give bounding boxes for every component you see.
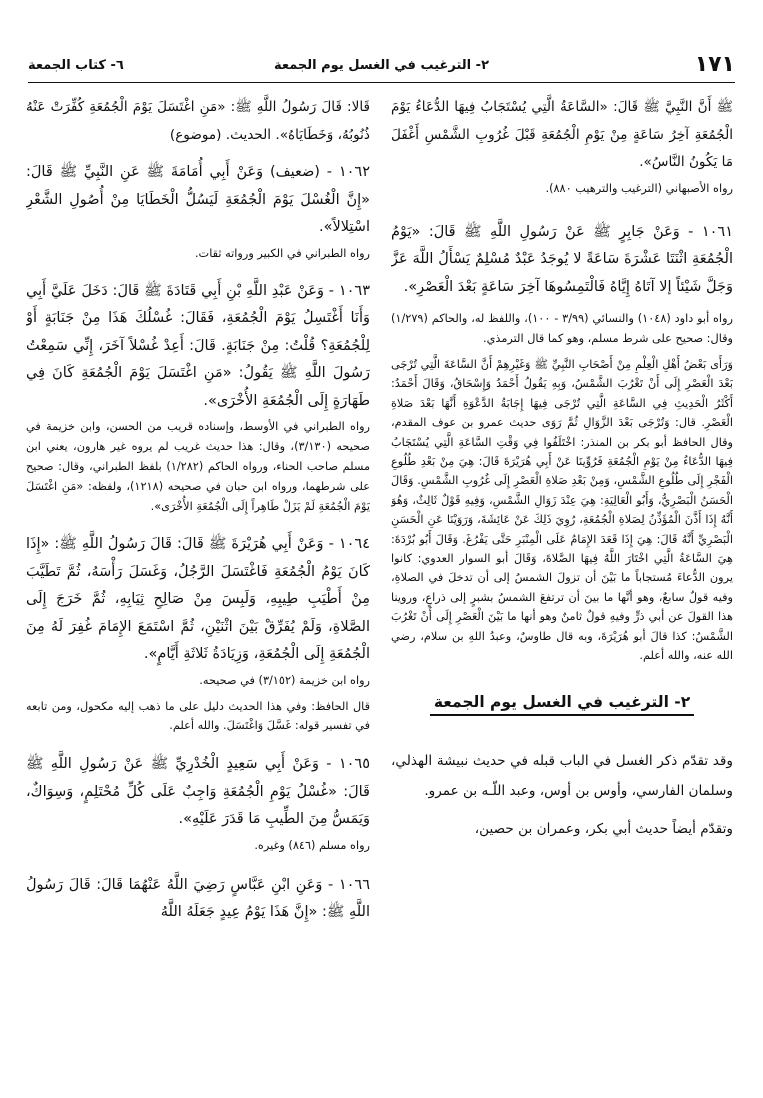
page-number: ١٧١ [694,52,735,77]
hadith-1063-source: رواه الطبراني في الأوسط، وإسناده قريب من الحسن، وابن خزيمة في صحيحه (٣/١٣٠)، وقال: هذا حديث غريب لم يروه غير هارون، يعني ابن مسلم صاحب الحناء، ورواه الحاكم (١/٢٨٢) بلفظ الطبراني، وقال: صحيح على شرطهما، ورواه ابن حبان في صحيحه (١٢١٨)، ولفظه: «مَنِ اغْتَسَلَ يَوْمَ الْجُمُعَةِ لَمْ يَزَلْ طَاهِراً إِلَى الْجُمُعَةِ الأُخْرَى». [26,420,370,513]
hadith-1062-source: رواه الطبراني في الكبير ورواته ثقات. [194,246,370,260]
hadith-1061-commentary: وَرَأَى بَعْضُ أَهْلِ الْعِلْمِ مِنْ أَصْحَابِ النَّبِيِّ ﷺ وَغَيْرِهِمْ أَنَّ السَّاعَةَ الَّتِي تُرْجَى بَعْدَ الْعَصْرِ إِلَى أَنْ تَغْرُبَ الشَّمْسُ، وَبِهِ يَقُولُ أَحْمَدُ وَإِسْحَاقُ، وَقَالَ أَحْمَدُ: أَكْثَرُ الْحَدِيثِ فِي السَّاعَةِ الَّتِي تُرْجَى فِيهَا إِجَابَةُ الدَّعْوَةِ أَنَّهَا بَعْدَ صَلاةِ الْعَصْرِ. قال: وَتُرْجَى بَعْدَ الزَّوَالِ ثُمَّ رَوَى حديث عمرو بن عوف المقدم، وقال الحافظ أبو بكر بن المنذر: اخْتَلَفُوا فِي وَقْتِ السَّاعَةِ الَّتِي يُسْتَجَابُ فِيهَا الدُّعَاءُ مِنْ يَوْمِ الْجُمُعَةِ فَرُوِّينَا عَنْ أَبِي هُرَيْرَةَ قَالَ: هِيَ مِنْ بَعْدِ طُلُوعِ الْفَجْرِ إِلَى طُلُوعِ الشَّمْسِ، وَمِنْ بَعْدِ صَلاةِ الْعَصْرِ إِلَى غُرُوبِ الشَّمْسِ. وَقَالَ الْحَسَنُ الْبَصْرِيُّ، وَأَبُو الْعَالِيَةِ: هِيَ عِنْدَ زَوَالِ الشَّمْسِ، وَفِيهِ قَوْلٌ ثَالِثٌ، وَهُوَ أَنَّهُ إِذَا أَذَّنَ الْمُؤَذِّنُ لِصَلاةِ الْجُمُعَةِ، رُوِيَ ذَلِكَ عَنْ عَائِشَةَ، وَرَوَيْنَا عَنِ الْحَسَنِ الْبَصْرِيِّ أَنَّهُ قَالَ: هِيَ إِذَا قَعَدَ الإِمَامُ عَلَى الْمِنْبَرِ حَتَّى يَفْرُغَ. وَقَالَ أَبُو بُرْدَةَ: هِيَ السَّاعَةُ الَّتِي اخْتَارَ اللَّهُ فِيهَا الصَّلاةَ، وَقَالَ أبو السوار العدوي: كانوا يرون الدُّعاءَ مُستجاباً ما بَيْنَ أن تزولَ الشمسُ إلى أن تدخلَ في الصلاةِ، وفيه قولٌ سابعٌ، وهو أنَّها ما بينَ أن ترتفعَ الشمسُ بشبرٍ إلى ذراعٍ، وروينا هذا القولَ عن أبي ذرٍّ وفيهِ قولٌ ثامنٌ وهو أنها ما بَيْنَ الْعَصْرِ إِلَى أَنْ تَغْرُبَ الشَّمْسُ: كذا قالَ أبو هُرَيْرَةَ، وبه قال طاوسٌ، وعبدُ اللهِ بن سلام، رضي الله عنه، والله أعلم. [391,358,733,663]
running-head-chapter: ٢- الترغيب في الغسل يوم الجمعة [273,58,490,73]
right-column [391,94,733,1090]
section-heading [391,692,733,716]
hadith-1065-source: رواه مسلم (٨٤٦) وغيره. [254,838,370,852]
hadith-text: قَالا: قَالَ رَسُولُ اللَّهِ ﷺ: «مَنِ اغْتَسَلَ يَوْمَ الْجُمُعَةِ كُفِّرَتْ عَنْهُ ذُنُوبُهُ، وَخَطَايَاهُ». الحديث. (موضوع) [26,99,370,143]
hadith-1065: ١٠٦٥ - وَعَنْ أَبِي سَعِيدٍ الْخُدْرِيِّ ﷺ عَنْ رَسُولِ اللَّهِ ﷺ قَالَ: «غُسْلُ يَوْمِ الْجُمُعَةِ وَاجِبٌ عَلَى كُلِّ مُحْتَلِمٍ، وَسِوَاكٌ، وَيَمَسُّ مِنَ الطِّيبِ مَا قَدَرَ عَلَيْهِ». [26,756,370,828]
section-title: ٢- الترغيب في الغسل يوم الجمعة [430,693,694,716]
section-intro: وقد تقدّم ذكر الغسل في الباب قبله في حديث نبيشة الهذلي، وسلمان الفارسي، وأوس بن أوس، وعبد اللّـه بن عمرو. [391,752,733,799]
hadith-text: ﷺ أَنَّ النَّبِيَّ ﷺ قَالَ: «السَّاعَةُ الَّتِي يُسْتَجَابُ فِيهَا الدُّعَاءُ يَوْمَ الْجُمُعَةِ آخِرُ سَاعَةٍ مِنْ يَوْمِ الْجُمُعَةِ قَبْلَ غُرُوبِ الشَّمْسِ أَغْفَلَ مَا يَكُونُ النَّاسُ». [391,99,733,170]
page-header [28,52,735,83]
hadith-1061: ١٠٦١ - وَعَنْ جَابِرٍ ﷺ عَنْ رَسُولِ اللَّهِ ﷺ قَالَ: «يَوْمُ الْجُمُعَةِ اثْنَتَا عَشْرَةَ سَاعَةً لا يُوجَدُ عَبْدٌ مُسْلِمٌ يَسْأَلُ اللَّهَ عَزَّ وَجَلَّ شَيْئاً إلا آتَاهُ إِيَّاهُ فَالْتَمِسُوهَا آخِرَ سَاعَةٍ بَعْدَ الْعَصْرِ». [391,223,733,295]
section-intro-continued: وتقدّم أيضاً حديث أبي بكر، وعمران بن حصين، [474,820,733,837]
hadith-1066: ١٠٦٦ - وَعَنِ ابْنِ عَبَّاسٍ رَضِيَ اللَّهُ عَنْهُمَا قَالَ: قَالَ رَسُولُ اللَّهِ ﷺ: «إِنَّ هَذَا يَوْمُ عِيدٍ جَعَلَهُ اللَّهُ [26,876,370,921]
left-column [26,94,370,1090]
hadith-1061-source: رواه أبو داود (١٠٤٨) والنسائي (٣/٩٩ - ١٠٠)، واللفظ له، والحاكم (١/٢٧٩) وقال: صحيح على شرط مسلم، وهو كما قال الترمذي. [391,312,733,345]
hadith-1063: ١٠٦٣ - وَعَنْ عَبْدِ اللَّهِ بْنِ أَبِي قَتَادَةَ ﷺ قَالَ: دَخَلَ عَلَيَّ أَبِي وَأَنَا أَغْتَسِلُ يَوْمَ الْجُمُعَةِ، فَقَالَ: غُسْلُكَ هَذَا مِنْ جَنَابَةٍ أَوْ لِلْجُمُعَةِ؟ قُلْتُ: مِنْ جَنَابَةٍ. قَالَ: أَعِدْ غُسْلاً آخَرَ، إِنِّي سَمِعْتُ رَسُولَ اللَّهِ ﷺ يَقُولُ: «مَنِ اغْتَسَلَ يَوْمَ الْجُمُعَةِ كَانَ فِي طَهَارَةٍ إِلَى الْجُمُعَةِ الأُخْرَى». [26,282,370,409]
hadith-1062: ١٠٦٢ - (ضعيف) وَعَنْ أَبِي أُمَامَةَ ﷺ عَنِ النَّبِيِّ ﷺ قَالَ: «إِنَّ الْغُسْلَ يَوْمَ الْجُمُعَةِ لَيَسُلُّ الْخَطَايَا مِنْ أُصُولِ الشَّعْرِ اسْتِلالاً». [26,164,370,235]
hadith-1064-commentary: قال الحافظ: وفي هذا الحديث دليل على ما ذهب إليه مكحول، ومن تابعه في تفسير قوله: غَسَّلَ وَاغْتَسَلَ. والله أعلم. [26,699,370,732]
hadith-source: رواه الأصبهاني (الترغيب والترهيب ٨٨٠). [545,181,733,195]
running-head-book: ٦- كتاب الجمعة [28,58,124,73]
hadith-1064: ١٠٦٤ - وَعَنْ أَبِي هُرَيْرَةَ ﷺ قَالَ: قَالَ رَسُولُ اللَّهِ ﷺ: «إِذَا كَانَ يَوْمُ الْجُمُعَةِ فَاغْتَسَلَ الرَّجُلُ، وَغَسَلَ رَأْسَهُ، ثُمَّ تَطَيَّبَ مِنْ أَطْيَبِ طِيبِهِ، وَلَبِسَ مِنْ صَالِحِ ثِيَابِهِ، ثُمَّ خَرَجَ إِلَى الصَّلاةِ، وَلَمْ يُفَرِّقْ بَيْنَ اثْنَيْنِ، ثُمَّ اسْتَمَعَ الإِمَامَ غُفِرَ لَهُ مِنَ الْجُمُعَةِ إِلَى الْجُمُعَةِ، وَزِيَادَةُ ثَلاثَةِ أَيَّامٍ». [26,536,370,662]
hadith-1064-source: رواه ابن خزيمة (٣/١٥٢) في صحيحه. [199,673,370,687]
